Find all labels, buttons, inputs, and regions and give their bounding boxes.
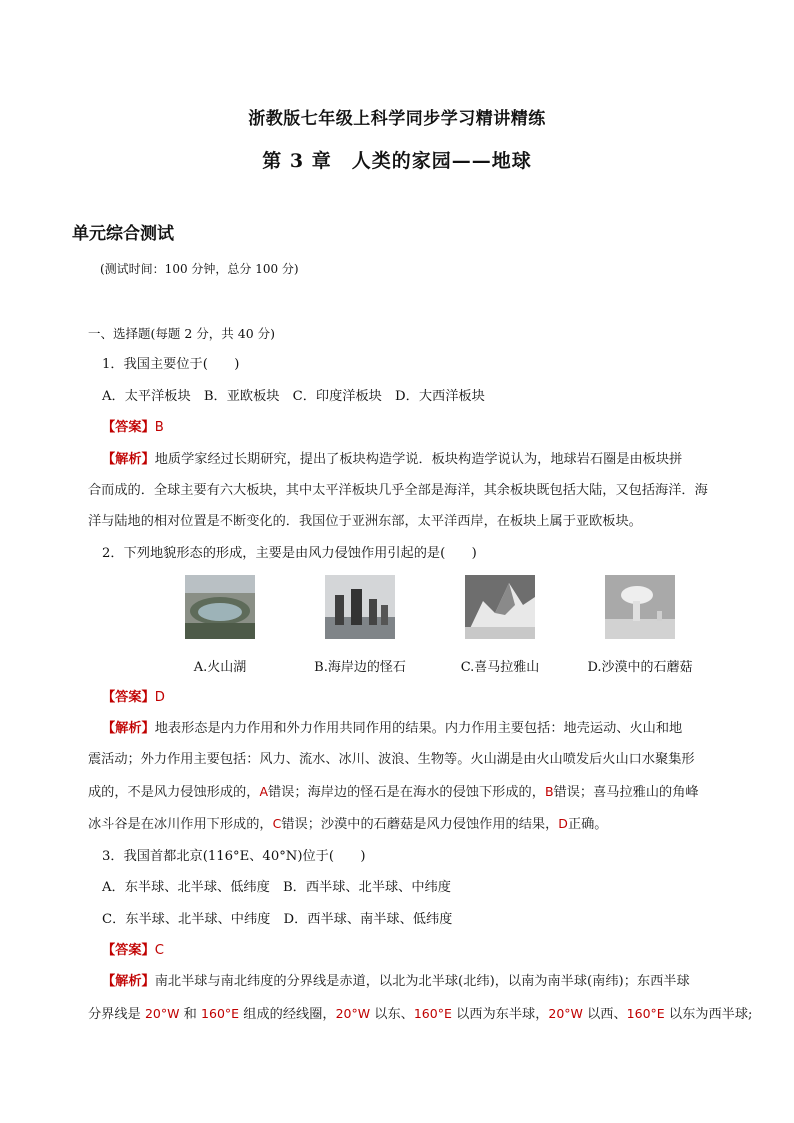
question-body (88, 318, 753, 1030)
q1-stem: 1．我国主要位于( ) (102, 357, 240, 373)
q2-analysis-line: 成的，不是风力侵蚀形成的，A错误；海岸边的怪石是在海水的侵蚀下形成的，B错误；喜马拉雅山的角峰 (88, 783, 699, 800)
q2-caption-a: A.火山湖 (193, 659, 247, 675)
q1-analysis (88, 444, 726, 538)
q2-analysis-line: 冰斗谷是在冰川作用下形成的，C错误；沙漠中的石蘑菇是风力侵蚀作用的结果，D正确。 (88, 816, 608, 833)
test-note: (测试时间：100 分钟，总分 100 分) (100, 262, 299, 276)
q1-answer (88, 412, 726, 443)
q3-options-1: A．东半球、北半球、低纬度 B．西半球、北半球、中纬度 (102, 880, 451, 896)
q3-stem: 3．我国首都北京(116°E、40°N)位于( ) (102, 848, 366, 864)
q3-analysis (88, 966, 753, 1030)
q1-analysis-line: 地质学家经过长期研究，提出了板块构造学说．板块构造学说认为，地球岩石圈是由板块拼 (154, 451, 683, 467)
q2-caption-c: C.喜马拉雅山 (460, 659, 540, 675)
q3-analysis-line: 分界线是 20°W 和 160°E 组成的经线圈，20°W 以东、160°E 以西为东半球，20°W 以西、160°E 以东为西半球; (88, 1005, 753, 1022)
q2-answer (88, 682, 726, 713)
q3-answer (88, 935, 726, 966)
q2-caption-d: D.沙漠中的石蘑菇 (587, 659, 693, 675)
answer-label: 【答案】 (102, 942, 155, 958)
q2-option-d (580, 575, 700, 681)
section-title: 单元综合测试 (72, 224, 174, 244)
q3-analysis-line: 南北半球与南北纬度的分界线是赤道，以北为北半球(北纬)，以南为南半球(南纬)；东西半球 (154, 974, 690, 990)
q1-analysis-line: 合而成的．全球主要有六大板块，其中太平洋板块几乎全部是海洋，其余板块既包括大陆，又包括海洋．海 (88, 483, 708, 499)
analysis-label: 【解析】 (102, 974, 155, 990)
q1-answer-value: B (154, 420, 164, 436)
q2-analysis-line: 地表形态是内力作用和外力作用共同作用的结果。内力作用主要包括：地壳运动、火山和地 (154, 721, 683, 737)
analysis-label: 【解析】 (102, 451, 155, 467)
q1-analysis-line: 洋与陆地的相对位置是不断变化的．我国位于亚洲东部，太平洋西岸，在板块上属于亚欧板块。 (88, 514, 642, 530)
q3-answer-value: C (154, 942, 164, 958)
q2-stem: 2．下列地貌形态的形成，主要是由风力侵蚀作用引起的是( ) (102, 545, 477, 561)
q3-options-2: C．东半球、北半球、中纬度 D．西半球、南半球、低纬度 (102, 911, 453, 927)
himalaya-icon (465, 575, 535, 639)
q1-options: A．太平洋板块 B．亚欧板块 C．印度洋板块 D．大西洋板块 (102, 388, 485, 404)
answer-label: 【答案】 (102, 689, 155, 705)
q2-option-b (300, 575, 420, 681)
q2-option-a (160, 575, 280, 681)
volcanic-lake-icon (185, 575, 255, 639)
q2-analysis-line: 震活动；外力作用主要包括：风力、流水、冰川、波浪、生物等。火山湖是由火山喷发后火山口水聚集形 (88, 752, 695, 768)
answer-label: 【答案】 (102, 420, 155, 436)
coastal-rocks-icon (325, 575, 395, 639)
analysis-label: 【解析】 (102, 721, 155, 737)
q2-image-row (160, 575, 700, 681)
q2-option-c (440, 575, 560, 681)
document-title: 浙教版七年级上科学同步学习精讲精练 (248, 109, 546, 129)
q2-answer-value: D (154, 689, 165, 705)
mushroom-rock-icon (605, 575, 675, 639)
q2-caption-b: B.海岸边的怪石 (314, 659, 406, 675)
q2-analysis (88, 713, 726, 841)
part-heading: 一、选择题(每题 2 分，共 40 分) (88, 326, 276, 341)
chapter-title: 第 3 章 人类的家园——地球 (262, 150, 532, 172)
